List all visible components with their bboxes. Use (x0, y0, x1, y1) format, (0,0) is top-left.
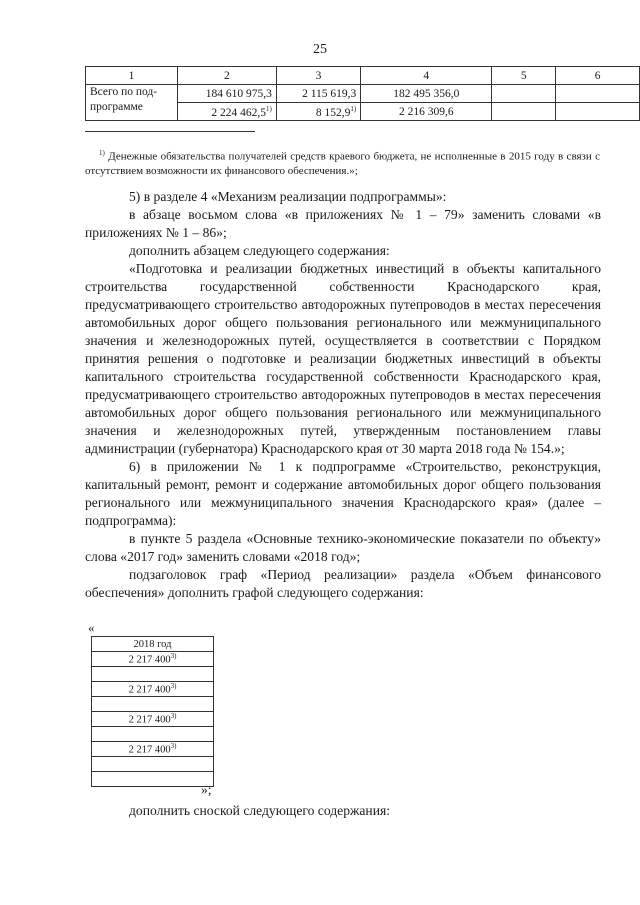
table-cell (92, 697, 214, 712)
footnote-mark: 1) (265, 104, 272, 113)
quote-open: « (88, 620, 95, 635)
table-cell (92, 682, 214, 697)
cell-value: 2 224 462,5 (211, 106, 266, 119)
table-cell (492, 103, 556, 121)
table-cell (492, 85, 556, 103)
quote-close: »; (201, 782, 212, 797)
table-cell (92, 712, 214, 727)
table-cell (92, 757, 214, 772)
column-header: 5 (492, 67, 556, 85)
paragraph: 6) в приложении № 1 к подпрограмме «Строительство, реконструкция, капитальный ремонт, ремонт и содержание автомобильных дорог общего пользования регионального или межмуниципального значения Краснодарского края» (далее – подпрограмма): (85, 459, 601, 528)
table-cell (556, 85, 640, 103)
footnote-mark: 3) (170, 742, 177, 751)
table-cell (92, 742, 214, 757)
column-header: 6 (556, 67, 640, 85)
column-header: 1 (86, 67, 178, 85)
column-header: 3 (276, 67, 360, 85)
cell-value: 2 217 400 (128, 744, 171, 756)
paragraph: в пункте 5 раздела «Основные технико-экономические показатели по объекту» слова «2017 год» заменить словами «2018 год»; (85, 531, 601, 564)
footnote-mark: 3) (170, 712, 177, 721)
cell-value: 2 217 400 (128, 714, 171, 726)
paragraph: дополнить сноской следующего содержания: (129, 803, 391, 818)
footnote-mark: 1) (350, 104, 357, 113)
footnote-divider (85, 131, 255, 132)
table-cell (92, 667, 214, 682)
cell-value: 8 152,9 (315, 106, 351, 119)
column-header: 4 (361, 67, 492, 85)
page-number: 25 (313, 42, 327, 57)
period-column-table (91, 636, 214, 787)
table-cell (92, 772, 214, 787)
table-cell: 2 115 619,3 (276, 85, 360, 103)
paragraph: «Подготовка и реализации бюджетных инвестиций в объекты капитального строительства государственной собственности Краснодарского края, предусматривающего строительство автодорожных путепроводов в местах пересечения автомобильных дорог общего пользования регионального или межмуниципального значения и железнодорожных путей, осуществляется в соответствии с Порядком принятия решения о подготовке и реализации бюджетных инвестиций в объекты капитального строительства государственной собственности Краснодарского края, предусматривающего строительство автодорожных путепроводов в местах пересечения автомобильных дорог общего пользования регионального или межмуниципального значения и железнодорожных путей, утвержденным постановлением главы администрации (губернатора) Краснодарского края от 30 марта 2018 года № 154.»; (85, 261, 601, 456)
paragraph: дополнить абзацем следующего содержания: (129, 243, 390, 258)
paragraph: в абзаце восьмом слова «в приложениях № 1 – 79» заменить словами «в приложениях № 1 – 86»; (85, 207, 601, 240)
footnote-mark: 1) (99, 149, 105, 157)
footnote (85, 146, 600, 178)
footnote-mark: 3) (170, 652, 177, 661)
table-cell (276, 103, 360, 121)
cell-value: 2 216 309,6 (398, 105, 454, 118)
footnote-body (85, 146, 600, 178)
column-header: 2 (177, 67, 276, 85)
footnote-mark: 3) (170, 682, 177, 691)
table-cell (92, 652, 214, 667)
column-header: 2018 год (92, 637, 214, 652)
cell-value: 2 217 400 (128, 684, 171, 696)
budget-summary-table (85, 66, 640, 121)
cell-value: 2 217 400 (128, 654, 171, 666)
table-header-row (86, 67, 640, 85)
table-cell: 182 495 356,0 (361, 85, 492, 103)
document-body (85, 188, 601, 602)
table-cell (361, 103, 492, 121)
paragraph: 5) в разделе 4 «Механизм реализации подпрограммы»: (129, 189, 447, 204)
table-cell: 184 610 975,3 (177, 85, 276, 103)
table-cell (177, 103, 276, 121)
footnote-text: Денежные обязательства получателей средств краевого бюджета, не исполненные в 2015 году в связи с отсутствием возможности их финансового обеспечения.»; (85, 150, 601, 177)
table-row (86, 85, 640, 103)
table-cell (92, 727, 214, 742)
paragraph: подзаголовок граф «Период реализации» раздела «Объем финансового обеспечения» дополнить графой следующего содержания: (85, 567, 601, 600)
row-label: Всего по под-программе (86, 85, 178, 121)
table-cell (556, 103, 640, 121)
